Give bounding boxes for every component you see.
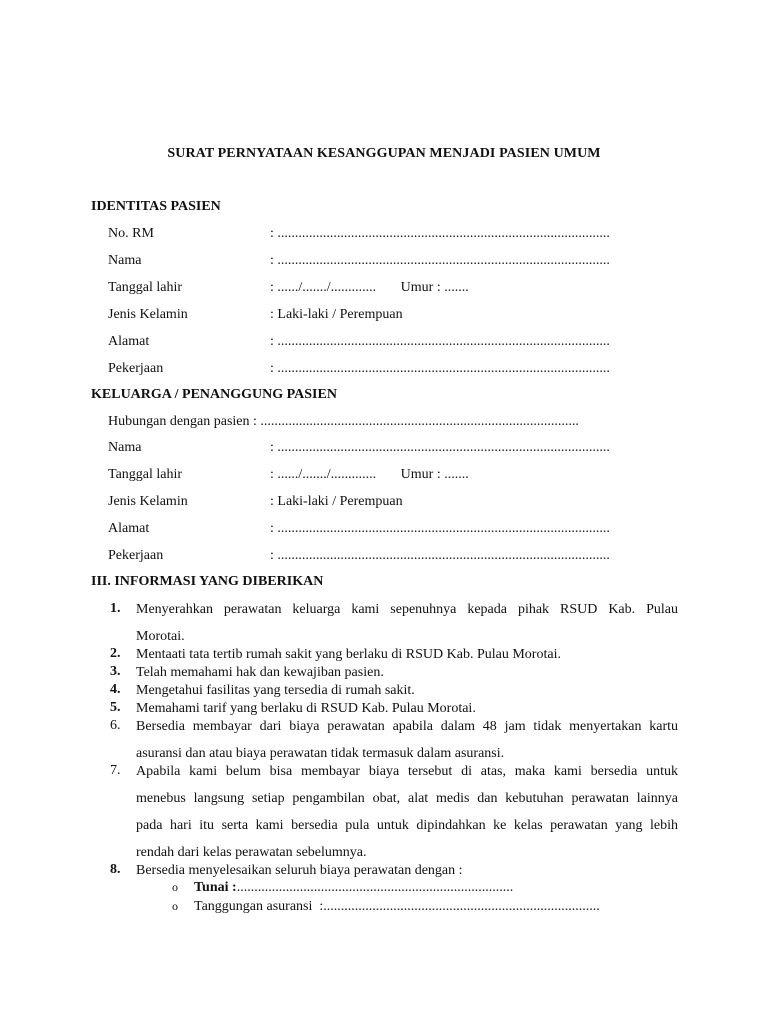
bullet-icon: o (172, 899, 178, 913)
option-dots: ............................................................................... (236, 880, 514, 895)
field-value: : ............................................................................................... (270, 521, 610, 536)
field-value: : ....../......./............. Umur : ....... (270, 467, 469, 482)
item-line: Menyerahkan perawatan keluarga kami sepenuhnya kepada pihak RSUD Kab. Pulau (136, 602, 678, 617)
field-label: Alamat (108, 334, 150, 349)
item-line: Telah memahami hak dan kewajiban pasien. (136, 665, 384, 680)
item-number: 7. (110, 763, 121, 778)
item-line: Apabila kami belum bisa membayar biaya tersebut di atas, maka kami bersedia untuk (136, 764, 678, 779)
item-line: Mengetahui fasilitas yang tersedia di rumah sakit. (136, 683, 415, 698)
item-line: Memahami tarif yang berlaku di RSUD Kab. Pulau Morotai. (136, 701, 476, 716)
item-line: Bersedia menyelesaikan seluruh biaya perawatan dengan : (136, 863, 463, 878)
item-line: asuransi dan atau biaya perawatan tidak termasuk dalam asuransi. (136, 746, 505, 761)
item-number: 3. (110, 664, 121, 679)
field-label: Jenis Kelamin (108, 307, 188, 322)
relation-text: Hubungan dengan pasien : ........................................................................................... (108, 414, 579, 429)
field-value: : ............................................................................................... (270, 361, 610, 376)
field-label: Nama (108, 440, 142, 455)
item-line: pada hari itu serta kami bersedia pula untuk dipindahkan ke kelas perawatan yang lebih (136, 818, 678, 833)
field-value: : Laki-laki / Perempuan (270, 307, 403, 322)
item-number: 6. (110, 718, 121, 733)
item-number: 8. (110, 862, 121, 877)
option-label: Tanggungan asuransi (194, 899, 313, 914)
patient-section-heading: IDENTITAS PASIEN (91, 199, 221, 214)
field-value: : ............................................................................................... (270, 253, 610, 268)
field-label: Pekerjaan (108, 548, 164, 563)
document-title: SURAT PERNYATAAN KESANGGUPAN MENJADI PASIEN UMUM (167, 146, 601, 161)
field-label: Tanggal lahir (108, 280, 183, 295)
item-line: Mentaati tata tertib rumah sakit yang berlaku di RSUD Kab. Pulau Morotai. (136, 647, 561, 662)
field-label: Jenis Kelamin (108, 494, 188, 509)
field-value: : ............................................................................................... (270, 334, 610, 349)
item-line: Morotai. (136, 629, 185, 644)
option-label: Tunai : (194, 880, 237, 895)
field-label: Tanggal lahir (108, 467, 183, 482)
item-number: 1. (110, 601, 121, 616)
field-label: Alamat (108, 521, 150, 536)
item-number: 4. (110, 682, 121, 697)
item-number: 5. (110, 700, 121, 715)
field-label: No. RM (108, 226, 154, 241)
field-value: : Laki-laki / Perempuan (270, 494, 403, 509)
bullet-icon: o (172, 880, 178, 894)
field-value: : ............................................................................................... (270, 548, 610, 563)
option-dots: :............................................................................... (312, 899, 600, 914)
field-value: : ....../......./............. Umur : ....... (270, 280, 469, 295)
item-line: rendah dari kelas perawatan sebelumnya. (136, 845, 367, 860)
item-line: menebus langsung setiap pengambilan obat, alat medis dan kebutuhan perawatan lainnya (136, 791, 678, 806)
field-value: : ............................................................................................... (270, 440, 610, 455)
field-label: Pekerjaan (108, 361, 164, 376)
field-label: Nama (108, 253, 142, 268)
info-section-heading: III. INFORMASI YANG DIBERIKAN (91, 574, 324, 589)
guardian-section-heading: KELUARGA / PENANGGUNG PASIEN (91, 387, 337, 402)
field-value: : ............................................................................................... (270, 226, 610, 241)
item-line: Bersedia membayar dari biaya perawatan apabila dalam 48 jam tidak menyertakan kartu (136, 719, 678, 734)
item-number: 2. (110, 646, 121, 661)
